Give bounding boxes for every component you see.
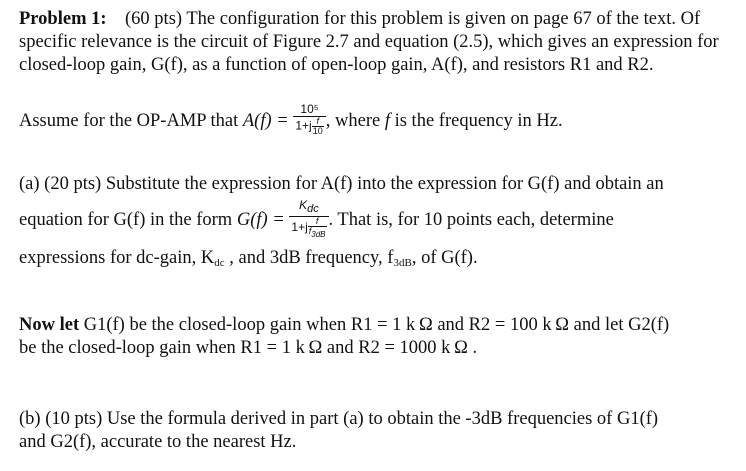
now-let-line2: be the closed-loop gain when R1 = 1 k Ω and R2 = 1000 k Ω . (19, 338, 478, 358)
part-a-line3 (19, 247, 731, 275)
problem-label: Problem 1: (19, 9, 107, 29)
kdc-sub: dc (307, 203, 319, 215)
part-a-lhs: G(f) = (236, 210, 285, 231)
closed-loop-form-fraction (289, 199, 328, 239)
mini-den: 10 (312, 126, 323, 136)
open-loop-gain-fraction (293, 103, 325, 136)
kdc-subscript: dc (214, 256, 225, 269)
f3db-subscript: 3dB (393, 256, 412, 269)
now-let-line1-text: G1(f) be the closed-loop gain when R1 = 1 k Ω and R2 = 100 k Ω and let G2(f) (79, 315, 670, 335)
den-prefix-a: 1+j (291, 220, 308, 235)
part-a (19, 173, 731, 275)
assume-where: , where (325, 110, 381, 131)
part-a-line1: (a) (20 pts) Substitute the expression for A(f) into the expression for G(f) and obtain an (19, 174, 664, 194)
problem-intro-text (19, 8, 731, 77)
f-over-f3db (308, 217, 327, 239)
kdc-k: K (299, 198, 308, 212)
part-a-line2-suffix: . That is, for 10 points each, determine (328, 210, 614, 231)
now-let (19, 314, 731, 360)
part-a-line3-end: , of G(f). (411, 247, 478, 268)
f-over-10 (312, 117, 324, 136)
part-a-line2-prefix: equation for G(f) in the form (19, 210, 233, 231)
part-a-line3-text: expressions for dc-gain, K (19, 247, 215, 268)
mini-den-a (308, 227, 327, 239)
open-loop-gain-denominator (293, 117, 325, 136)
closed-loop-denominator (289, 217, 328, 239)
assume-rest: is the frequency in Hz. (394, 110, 563, 131)
assume-prefix: Assume for the OP-AMP that (19, 110, 239, 131)
open-loop-gain-numerator: 10⁵ (293, 103, 325, 117)
problem-intro-body: The configuration for this problem is given on page 67 of the text. Of specific relevance is the circuit of Figure 2.7 and equation (2.5), which gives an expression for closed-loop gain, G(f), as a function of open-loop gain, A(f), and resistors R1 and R2. (19, 9, 719, 75)
problem-intro (19, 8, 731, 77)
assume-lhs: A(f) = (242, 110, 289, 131)
closed-loop-numerator (289, 199, 328, 217)
mini-num-a: f (308, 217, 327, 227)
f3db-sub: 3dB (311, 229, 326, 239)
assume-f: f (384, 110, 390, 131)
problem-points: (60 pts) (125, 9, 183, 29)
part-a-line2 (19, 198, 731, 241)
mini-num: f (312, 117, 324, 127)
part-b-line1: (b) (10 pts) Use the formula derived in part (a) to obtain the -3dB frequencies of G1(f) (19, 409, 659, 429)
part-a-line3-mid: , and 3dB frequency, f (224, 247, 394, 268)
part-b-line2: and G2(f), accurate to the nearest Hz. (19, 432, 297, 452)
assume-line (19, 102, 731, 138)
now-let-bold: Now let (19, 315, 80, 335)
den-prefix: 1+j (295, 118, 312, 133)
f3db-f: f (308, 226, 312, 236)
part-b (19, 408, 731, 454)
now-let-line1 (19, 314, 731, 337)
